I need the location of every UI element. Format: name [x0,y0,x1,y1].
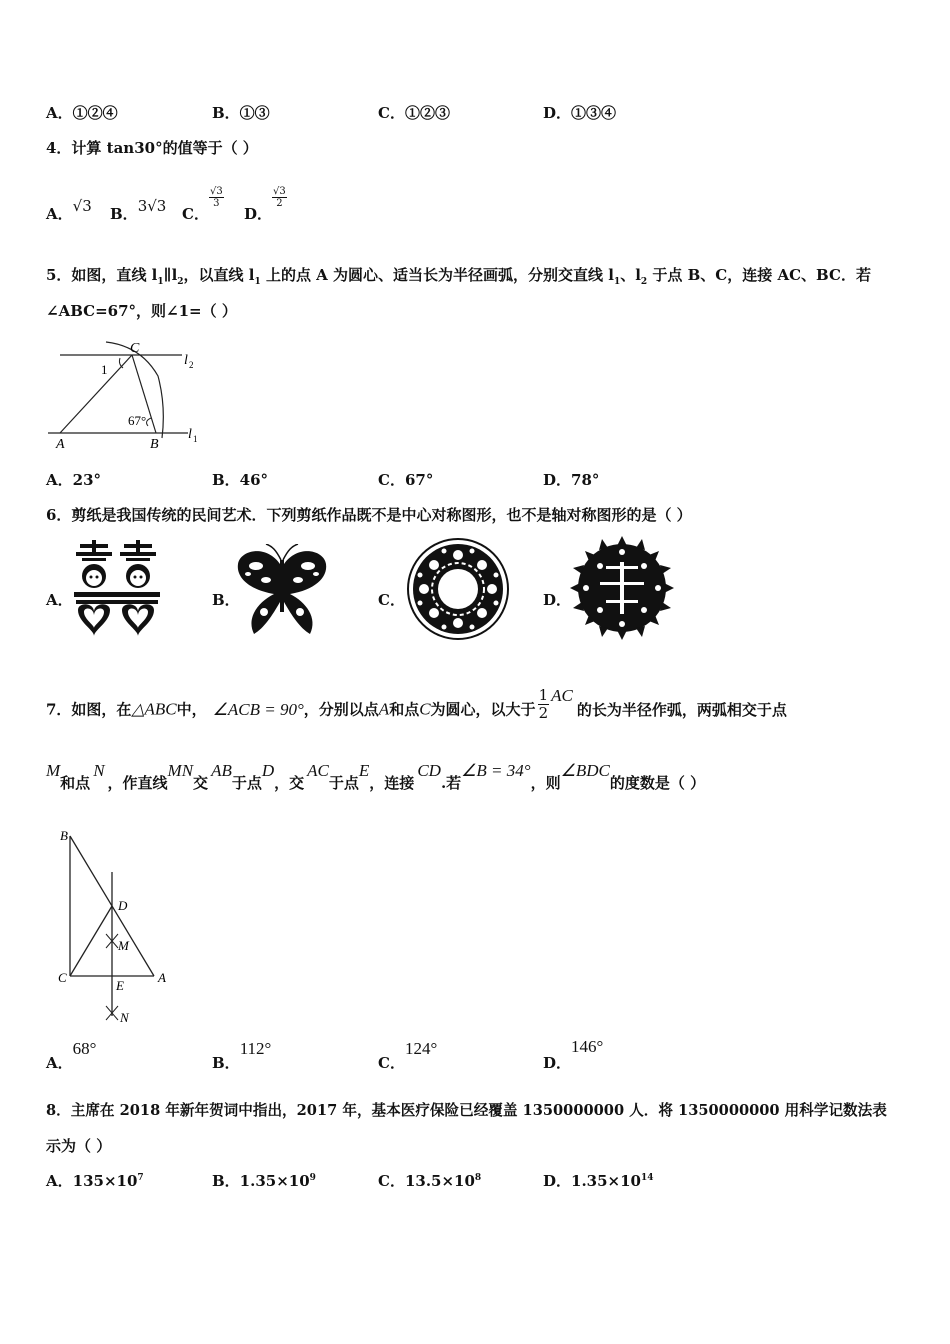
q8-option-b: B．$1.35\times 10^9$ [212,1172,316,1190]
q8-option-c: C．$13.5\times 10^8$ [378,1172,482,1190]
q4-option-b: B．3√3 [110,197,167,223]
q6-round-gear-image [570,536,674,640]
q5-fig-label-67: 67° [128,413,147,428]
q7-option-a: A．68° [46,1039,97,1072]
q5-fig-label-b: B [150,437,159,452]
q6-stem: 6．剪纸是我国传统的民间艺术．下列剪纸作品既不是中心对称图形，也不是轴对称图形的是（ ） [46,506,692,524]
q5-option-b: B．46° [212,471,269,489]
q5-option-c: C．67° [378,471,434,489]
q7-option-c: C．124° [378,1039,438,1072]
q7-option-b: B．112° [212,1039,272,1072]
q7-option-d: D．146° [543,1037,604,1072]
q7-stem-line1: 7．如图，在△ABC中， ∠ACB = 90°，分别以点A和点C为圆心，以大于 $\frac{1}{2}$ AC的长为半径作弧，两弧相交于点 [46,685,787,722]
q5-fig-label-l1: l [188,427,192,442]
q8-stem-line2: 示为（ ） [46,1137,112,1155]
q8-option-a: A．$135\times 10^7$ [46,1172,144,1190]
q3-option-a: A．①②④ [46,104,118,122]
q7-fig-label-e: E [116,978,124,993]
q5-fig-label-1: 1 [101,362,108,377]
q6-option-d-label: D． [543,591,572,609]
q5-option-a: A．23° [46,471,102,489]
q5-fig-label-l2: l [184,353,188,368]
q7-figure [56,826,176,1026]
q4-option-a: A．√3 [46,197,92,223]
q6-butterfly-image [236,544,328,640]
q4-stem: 4．计算 tan30°的值等于（ ） [46,139,258,157]
q4-option-d: D． $\frac{√3}{2}$ [244,185,286,223]
q7-fig-label-n: N [120,1010,129,1025]
q8-option-d: D．$1.35\times 10^{14}$ [543,1172,654,1190]
q7-fig-label-c: C [58,970,67,985]
q5-fig-label-c: C [130,341,140,356]
q6-option-b-label: B． [212,591,240,609]
q6-option-c-label: C． [378,591,405,609]
q7-fig-label-m: M [118,938,129,953]
q5-option-d: D．78° [543,471,600,489]
q8-stem-line1: 8．主席在 2018 年新年贺词中指出，2017 年，基本医疗保险已经覆盖 1350000000 人．将 1350000000 用科学记数法表 [46,1102,887,1119]
q5-fig-label-l1-sub: 1 [193,434,198,444]
q3-option-d: D．①③④ [543,104,617,122]
q6-round-lace-image [406,537,510,641]
q5-figure [46,336,206,454]
q5-stem-line1: 5．如图，直线 $l_1\parallel l_2$，以直线 $l_1$ 上的点 A 为圆心、适当长为半径画弧，分别交直线 $l_1$、$l_2$ 于点 B、C，连接 AC、BC．若 [46,266,871,287]
q5-fig-label-l2-sub: 2 [189,360,194,370]
q7-fig-label-b: B [60,828,68,843]
q3-option-b: B．①③ [212,104,270,122]
q6-option-a-label: A． [46,591,73,609]
q5-stem-line2: ∠ABC=67°，则∠1=（ ） [46,302,237,320]
q7-fig-label-d: D [118,898,128,913]
q6-double-happiness-image [72,540,162,638]
q5-fig-label-a: A [56,437,65,452]
q7-fig-label-a: A [158,970,166,985]
q7-stem-line2: M和点N，作直线MN交AB于点D，交AC于点E，连接CD.若∠B = 34°，则∠BDC的度数是（ ） [46,761,706,792]
q3-option-c: C．①②③ [378,104,450,122]
q4-option-c: C． $\frac{√3}{3}$ [182,185,223,223]
